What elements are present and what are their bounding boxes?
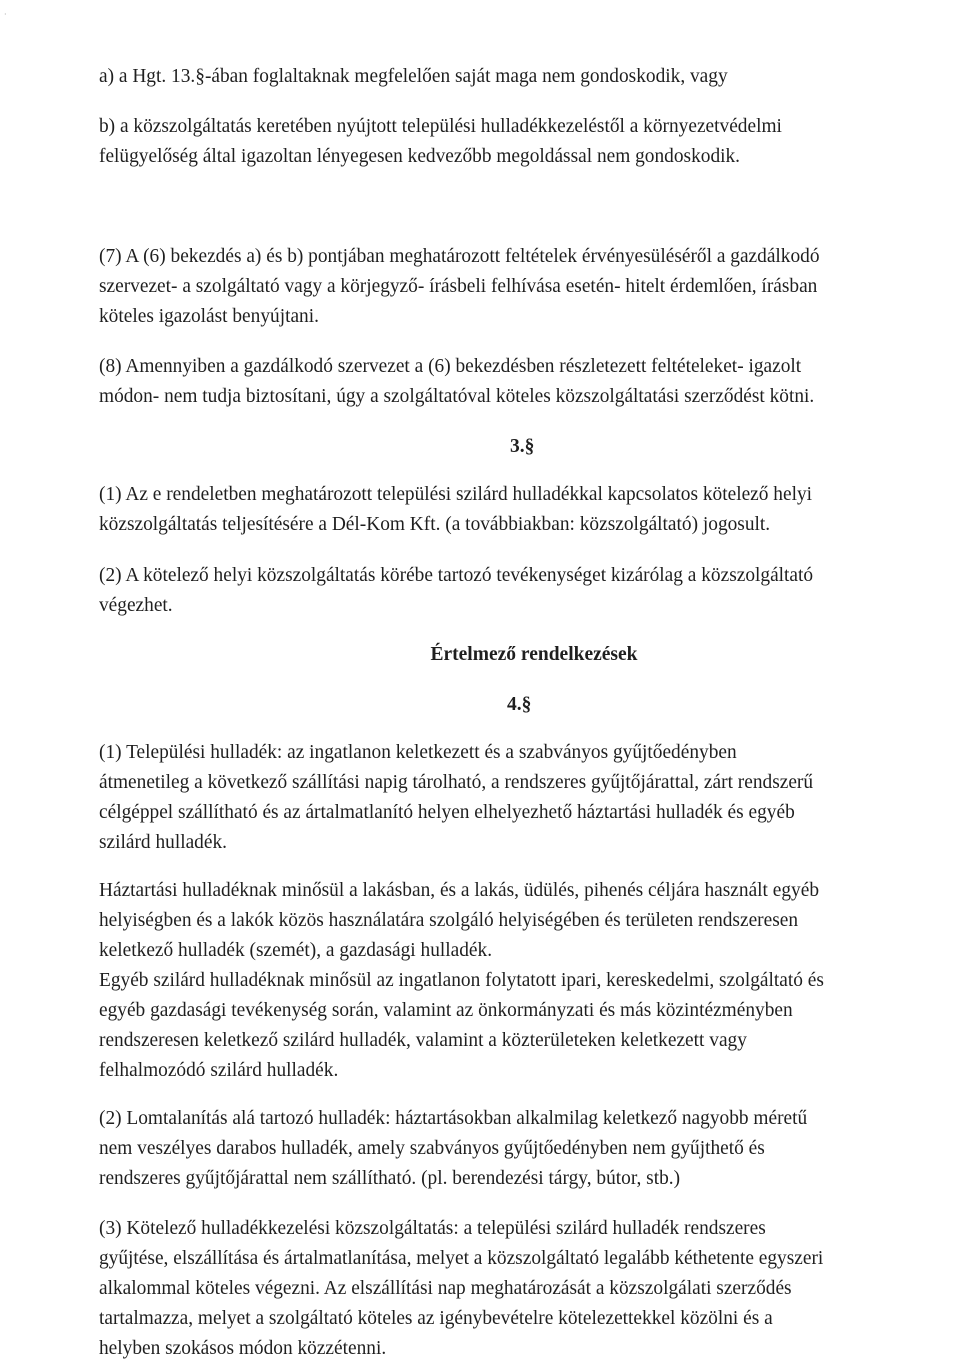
section-number-3: 3.§	[510, 436, 535, 457]
text-line: felhalmozódó szilárd hulladék.	[99, 1060, 339, 1081]
text-line: átmenetileg a következő szállítási napig tárolható, a rendszeres gyűjtőjárattal, zárt rendszerű	[99, 772, 814, 793]
text-line: b) a közszolgáltatás keretében nyújtott települési hulladékkezeléstől a környezetvédelmi	[99, 116, 782, 137]
text-line: (3) Kötelező hulladékkezelési közszolgáltatás: a települési szilárd hulladék rendszeres	[99, 1218, 766, 1239]
text-line: rendszeresen keletkező szilárd hulladék, valamint a közterületeken keletkezett vagy	[99, 1030, 747, 1051]
text-line: módon- nem tudja biztosítani, úgy a szolgáltatóval köteles közszolgáltatási szerződést kötni.	[99, 386, 815, 407]
text-line: a) a Hgt. 13.§-ában foglaltaknak megfelelően saját maga nem gondoskodik, vagy	[99, 66, 728, 87]
text-line: (7) A (6) bekezdés a) és b) pontjában meghatározott feltételek érvényesüléséről a gazdálkodó	[99, 246, 820, 267]
section-heading: Értelmező rendelkezések	[430, 644, 638, 665]
paragraph-b	[99, 112, 960, 172]
section-4-paragraph-1	[99, 738, 960, 858]
text-line: tartalmazza, melyet a szolgáltató köteles az igénybevételre kötelezettekkel közölni és a	[99, 1308, 773, 1329]
text-line: szilárd hulladék.	[99, 832, 227, 853]
section-3-paragraph-2	[99, 561, 960, 621]
text-line: (8) Amennyiben a gazdálkodó szervezet a (6) bekezdésben részletezett feltételeket- igazolt	[99, 356, 802, 377]
household-waste-paragraph	[99, 876, 960, 1086]
text-line: (1) Az e rendeletben meghatározott települési szilárd hulladékkal kapcsolatos kötelező helyi	[99, 484, 813, 505]
text-line: nem veszélyes darabos hulladék, amely szabványos gyűjtőedényben nem gyűjthető és	[99, 1138, 765, 1159]
text-line: alkalommal köteles végezni. Az elszállítási nap meghatározását a közszolgálati szerződés	[99, 1278, 792, 1299]
section-4-paragraph-3	[99, 1214, 960, 1364]
text-line: helyiségben és a lakók közös használatára szolgáló helyiségében és területen rendszeresen	[99, 910, 799, 931]
paragraph-8	[99, 352, 960, 412]
section-4-paragraph-2	[99, 1104, 960, 1194]
text-line: egyéb gazdasági tevékenység során, valamint az önkormányzati és más közintézményben	[99, 1000, 793, 1021]
text-line: felügyelőség által igazoltan lényegesen kedvezőbb megoldással nem gondoskodik.	[99, 146, 741, 167]
text-line: köteles igazolást benyújtani.	[99, 306, 319, 327]
text-line: végezhet.	[99, 595, 173, 616]
text-line: (1) Települési hulladék: az ingatlanon keletkezett és a szabványos gyűjtőedényben	[99, 742, 737, 763]
text-line: közszolgáltatás teljesítésére a Dél-Kom Kft. (a továbbiakban: közszolgáltató) jogosult.	[99, 514, 771, 535]
section-3-paragraph-1	[99, 480, 960, 540]
paragraph-7	[99, 242, 960, 332]
text-line: Háztartási hulladéknak minősül a lakásban, és a lakás, üdülés, pihenés céljára használt egyéb	[99, 880, 820, 901]
text-line: rendszeres gyűjtőjárattal nem szállítható. (pl. berendezési tárgy, bútor, stb.)	[99, 1168, 681, 1189]
scan-speck-mark: ·	[4, 10, 7, 19]
text-line: helyben szokásos módon közzétenni.	[99, 1338, 387, 1359]
paragraph-a	[99, 62, 960, 92]
section-number-4: 4.§	[507, 694, 532, 715]
text-line: szervezet- a szolgáltató vagy a körjegyző- írásbeli felhívása esetén- hitelt érdemlően, írásban	[99, 276, 818, 297]
text-line: célgéppel szállítható és az ártalmatlanító helyen elhelyezhető háztartási hulladék és egyéb	[99, 802, 795, 823]
text-line: keletkező hulladék (szemét), a gazdasági hulladék.	[99, 940, 493, 961]
text-line: gyűjtése, elszállítása és ártalmatlanítása, melyet a közszolgáltató legalább kéthetente egyszeri	[99, 1248, 824, 1269]
text-line: (2) A kötelező helyi közszolgáltatás körébe tartozó tevékenységet kizárólag a közszolgáltató	[99, 565, 814, 586]
text-line: (2) Lomtalanítás alá tartozó hulladék: háztartásokban alkalmilag keletkező nagyobb méretű	[99, 1108, 808, 1129]
text-line: Egyéb szilárd hulladéknak minősül az ingatlanon folytatott ipari, kereskedelmi, szolgáltató és	[99, 970, 824, 991]
